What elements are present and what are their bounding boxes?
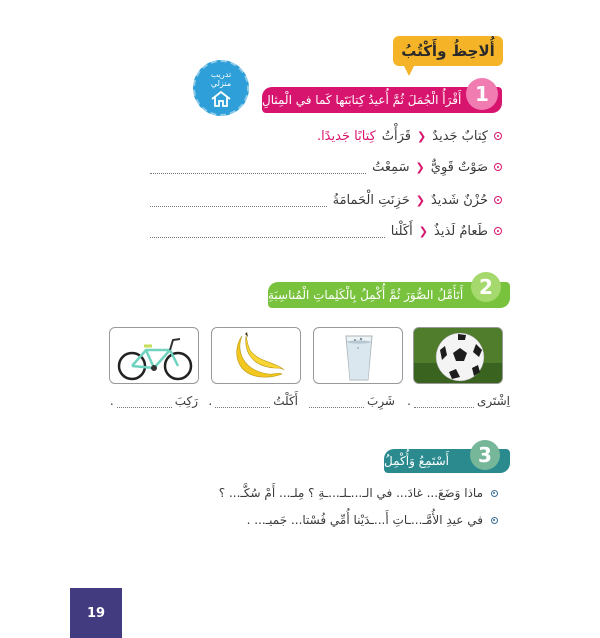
period: . <box>407 394 411 408</box>
exercise-row-3 <box>150 190 502 210</box>
answer-blank[interactable] <box>215 395 270 408</box>
answer-blank[interactable] <box>117 395 172 408</box>
label-drank-word: شَرِبَ <box>367 394 395 408</box>
label-bought-word: اِشْتَرى <box>476 394 510 408</box>
home-training-badge <box>193 60 249 116</box>
label-rode-word: رَكِبَ <box>174 394 198 408</box>
bicycle-icon <box>110 328 199 384</box>
row-start: قَرَأْتُ <box>381 128 412 144</box>
listening-row-2 <box>247 513 498 527</box>
listening-sentence-2: في عيدِ الأُمَّـ...ـاتِ أَ...ـدَيْنا أُمِّي فُسْتا... جَميـ... . <box>246 513 483 527</box>
section-2-instruction: أَتَأَمَّلُ الصُّوَرَ ثُمَّ أُكْمِلُ بِالْكَلِماتِ الْمُناسِبَةِ <box>268 282 510 308</box>
page-title: أُلاحِظُ وأَكْتُبُ <box>393 36 503 66</box>
answer-blank[interactable] <box>150 161 366 174</box>
row-answer: كِتابًا جَديدًا. <box>316 128 376 144</box>
row-start: أَكَلْنا <box>390 223 413 239</box>
label-ate-word: أَكَلْتُ <box>273 394 298 408</box>
period: . <box>208 394 213 408</box>
row-prompt: طَعامٌ لَذيذٌ <box>434 223 488 239</box>
label-rode <box>108 394 198 408</box>
bananas-picture <box>211 327 301 384</box>
page-number: 19 <box>70 588 122 638</box>
section-3-number: 3 <box>470 440 500 470</box>
exercise-row-2 <box>150 157 502 177</box>
arrow-icon: ❮ <box>417 129 427 143</box>
exercise-row-4 <box>150 221 502 241</box>
soccer-ball-icon <box>414 328 503 384</box>
row-prompt: كِتابٌ جَديدٌ <box>432 128 488 144</box>
section-3-instruction: أَسْتَمِعُ وَأُكْمِلُ <box>384 449 510 473</box>
section-1-instruction: أَقْرَأُ الْجُمَلَ ثُمَّ أُعيدُ كِتابَتَها كَما في الْمِثالِ <box>262 87 502 113</box>
ball-picture <box>413 327 503 384</box>
arrow-icon: ❮ <box>418 224 428 238</box>
answer-blank[interactable] <box>414 395 474 408</box>
label-drank <box>300 394 395 408</box>
answer-blank[interactable] <box>150 194 327 207</box>
row-start: سَمِعْتُ <box>372 159 410 175</box>
house-icon <box>210 90 232 108</box>
bullet-icon <box>491 490 498 497</box>
badge-line-1: تدريب <box>210 70 232 79</box>
section-1-number: 1 <box>466 78 498 110</box>
arrow-icon: ❮ <box>415 193 425 207</box>
listening-row-1 <box>219 486 498 500</box>
period: . <box>109 394 114 408</box>
listening-sentence-1: ماذا وَضَعَ... غادَ... في الـ...ـلـ...ـةِ ؟ مِلـ... أَمْ سُكَّـ... ؟ <box>218 486 483 500</box>
section-2-number: 2 <box>471 272 501 302</box>
label-ate <box>198 394 298 408</box>
arrow-icon: ❮ <box>415 160 425 174</box>
bullet-icon <box>491 517 498 524</box>
row-prompt: حُزْنٌ شَديدٌ <box>430 192 488 208</box>
water-glass-icon <box>314 328 403 384</box>
bullet-icon <box>494 227 502 235</box>
row-prompt: صَوْتٌ قَوِيٌّ <box>430 159 488 175</box>
answer-blank[interactable] <box>150 225 385 238</box>
badge-line-2: منزلي <box>210 79 232 88</box>
bicycle-picture <box>109 327 199 384</box>
bullet-icon <box>494 132 502 140</box>
bullet-icon <box>494 196 502 204</box>
glass-of-water-picture <box>313 327 403 384</box>
label-bought <box>400 394 510 408</box>
answer-blank[interactable] <box>309 395 364 408</box>
row-start: حَزِنَتِ الْحَمامَةُ <box>332 192 410 208</box>
bullet-icon <box>494 163 502 171</box>
bananas-icon <box>212 328 301 384</box>
exercise-row-1 <box>317 126 502 146</box>
